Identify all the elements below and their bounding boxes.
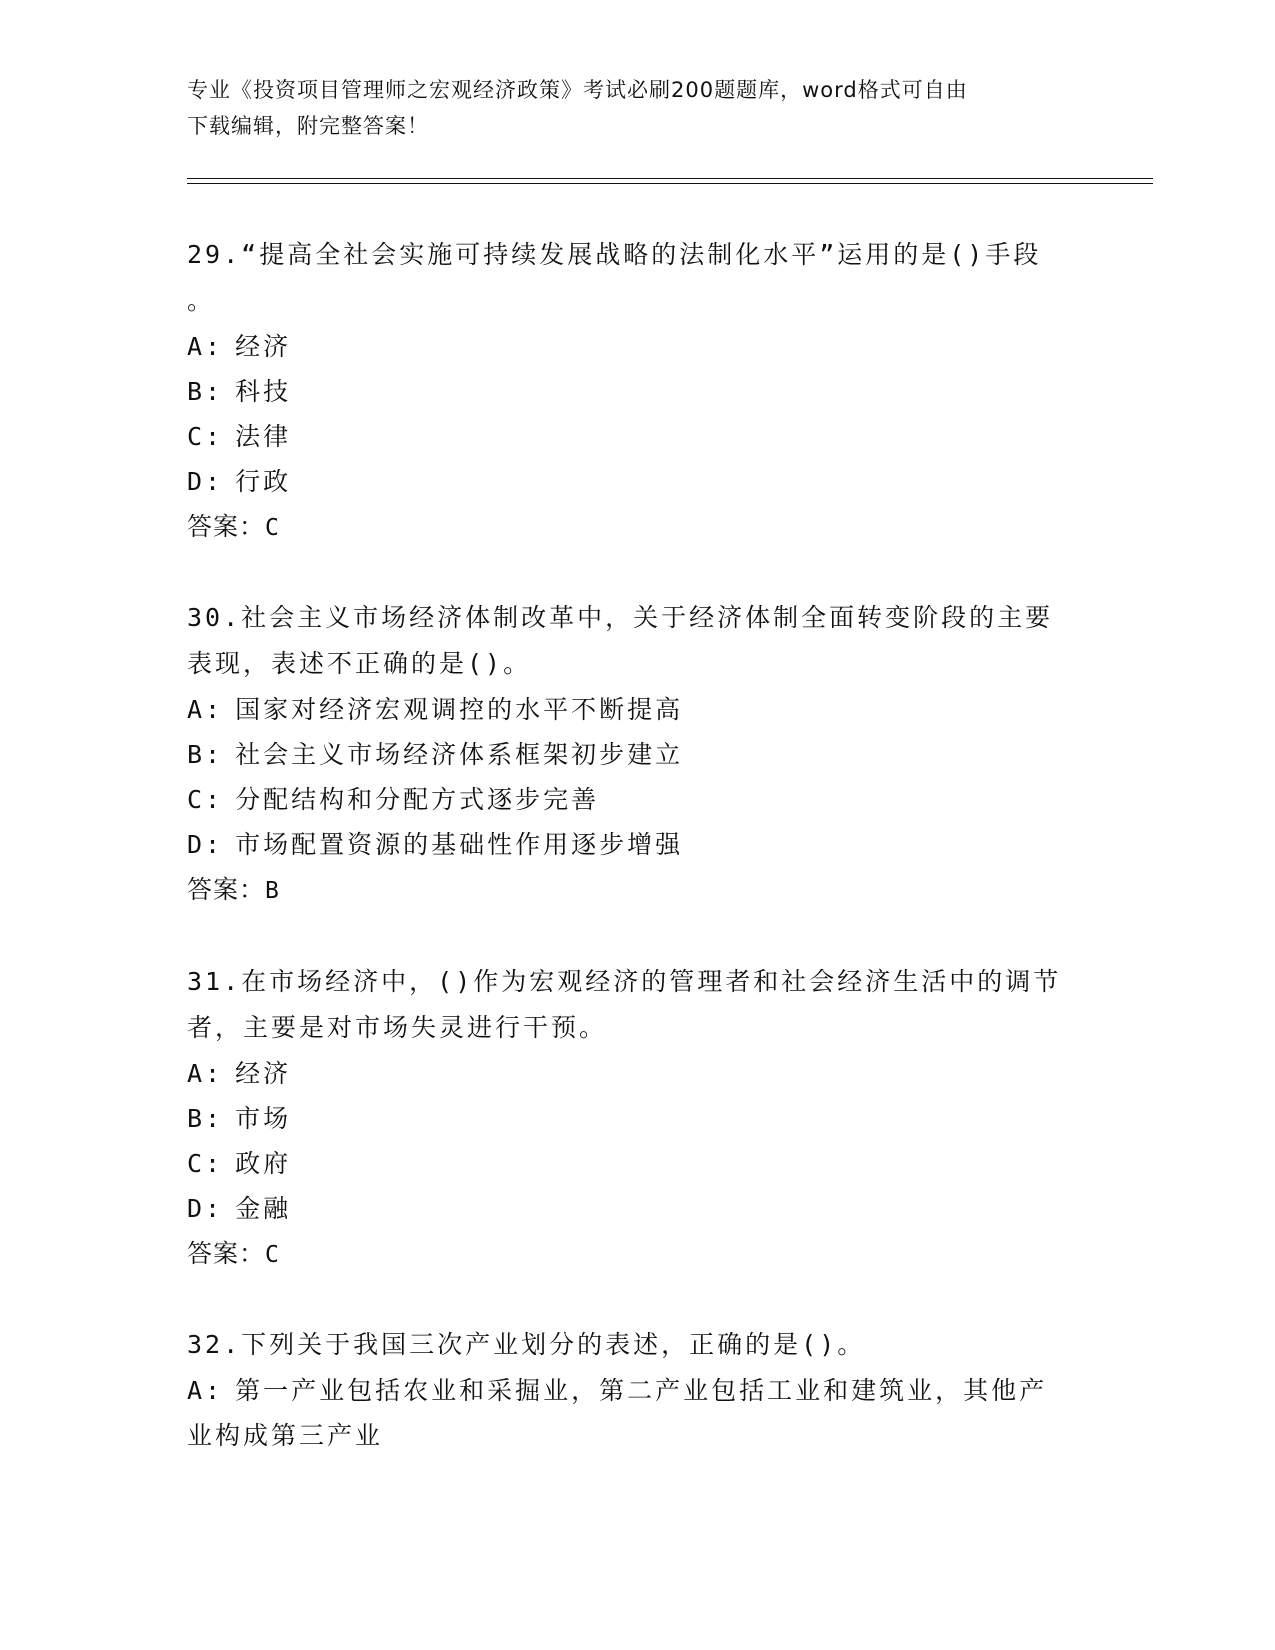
option-letter: D: <box>187 1194 224 1223</box>
answer-line <box>187 867 1087 913</box>
option-text: 国家对经济宏观调控的水平不断提高 <box>235 695 684 724</box>
answer-line <box>187 1231 1087 1277</box>
answer-value: C <box>265 515 280 541</box>
question-stem-line: 31.在市场经济中，()作为宏观经济的管理者和社会经济生活中的调节 <box>187 967 1062 996</box>
answer-label: 答案： <box>187 512 266 541</box>
option-text: 科技 <box>235 377 292 406</box>
option-text: 市场配置资源的基础性作用逐步增强 <box>235 830 684 859</box>
option-d <box>187 459 1087 504</box>
option-d <box>187 822 1087 867</box>
option-letter: C: <box>187 1149 224 1178</box>
option-text: 法律 <box>235 422 292 451</box>
header-line-1: 专业《投资项目管理师之宏观经济政策》考试必刷200题题库，word格式可自由 <box>187 78 968 102</box>
option-text: 金融 <box>235 1194 292 1223</box>
option-a-continuation: 业构成第三产业 <box>187 1421 384 1450</box>
question-stem-line: 29.“提高全社会实施可持续发展战略的法制化水平”运用的是()手段 <box>187 240 1042 269</box>
question-29 <box>187 232 1087 550</box>
answer-value: B <box>265 878 280 904</box>
question-32 <box>187 1322 1087 1458</box>
option-letter: C: <box>187 422 224 451</box>
question-31 <box>187 959 1087 1277</box>
header-line-2: 下载编辑，附完整答案！ <box>187 114 429 138</box>
option-a <box>187 1051 1087 1096</box>
option-letter: A: <box>187 332 224 361</box>
option-a <box>187 1368 1087 1413</box>
option-text: 政府 <box>235 1149 292 1178</box>
option-letter: A: <box>187 695 224 724</box>
option-b <box>187 1096 1087 1141</box>
document-header <box>187 72 1067 144</box>
question-stem-line: 者，主要是对市场失灵进行干预。 <box>187 1013 608 1042</box>
option-a <box>187 687 1087 732</box>
option-letter: B: <box>187 1104 224 1133</box>
option-text: 分配结构和分配方式逐步完善 <box>235 785 600 814</box>
question-30 <box>187 595 1087 913</box>
option-text: 第一产业包括农业和采掘业，第二产业包括工业和建筑业，其他产 <box>235 1376 1048 1405</box>
question-stem-line: 30.社会主义市场经济体制改革中，关于经济体制全面转变阶段的主要 <box>187 603 1054 632</box>
answer-label: 答案： <box>187 875 266 904</box>
header-divider-bottom <box>187 183 1153 184</box>
option-c <box>187 777 1087 822</box>
answer-value: C <box>265 1242 280 1268</box>
answer-label: 答案： <box>187 1239 266 1268</box>
option-letter: B: <box>187 740 224 769</box>
answer-line <box>187 504 1087 550</box>
option-a <box>187 324 1087 369</box>
option-c <box>187 414 1087 459</box>
option-text: 行政 <box>235 467 292 496</box>
header-divider-top <box>187 178 1153 179</box>
option-letter: A: <box>187 1376 224 1405</box>
option-text: 经济 <box>235 1059 292 1088</box>
question-stem-line: 。 <box>187 286 216 315</box>
option-text: 市场 <box>235 1104 292 1133</box>
option-c <box>187 1141 1087 1186</box>
option-d <box>187 1186 1087 1231</box>
question-stem-line: 32.下列关于我国三次产业划分的表述，正确的是()。 <box>187 1330 866 1359</box>
option-letter: D: <box>187 830 224 859</box>
option-letter: A: <box>187 1059 224 1088</box>
option-b <box>187 732 1087 777</box>
option-letter: D: <box>187 467 224 496</box>
option-b <box>187 369 1087 414</box>
option-letter: C: <box>187 785 224 814</box>
question-stem-line: 表现，表述不正确的是()。 <box>187 649 532 678</box>
option-text: 经济 <box>235 332 292 361</box>
option-letter: B: <box>187 377 224 406</box>
option-text: 社会主义市场经济体系框架初步建立 <box>235 740 684 769</box>
